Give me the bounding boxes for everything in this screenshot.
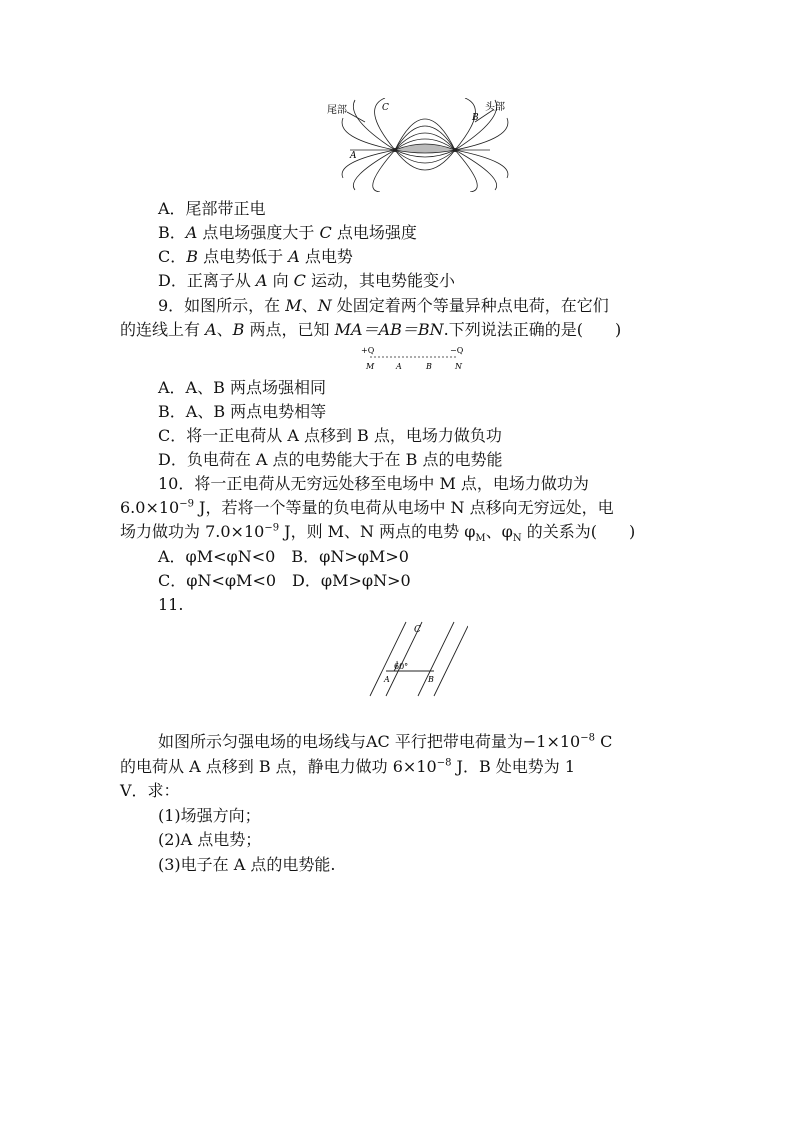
point-c-label: C <box>382 103 389 113</box>
q9-option-d: D．负电荷在 A 点的电势能大于在 B 点的电势能 <box>158 450 503 469</box>
minus-q-label: −Q <box>450 346 464 355</box>
q10-stem-line3: 场力做功为 $7.0\times 10^{-9}$ J，则 M、N 两点的电势 $\varphi_M$、$\varphi_N$ 的关系为( ) <box>120 522 636 545</box>
q11-stem-line3: V．求： <box>120 781 180 800</box>
q9-option-c: C．将一正电荷从 A 点移到 B 点，电场力做负功 <box>158 426 502 445</box>
charges-line-figure <box>358 344 474 374</box>
q10-stem-line1: 10．将一正电荷从无穷远处移至电场中 M 点，电场力做功为 <box>158 474 589 493</box>
angle-label: 60° <box>394 662 409 671</box>
q10-options-row1 <box>158 547 409 567</box>
q8-option-c: C．B 点电势低于 A 点电势 <box>158 247 353 266</box>
q10-option-d: D．φM>φN>0 <box>292 571 411 590</box>
point-a-label: A <box>384 675 390 684</box>
b-label: B <box>426 362 432 371</box>
electric-field-lines-figure <box>325 98 515 192</box>
a-label: A <box>396 362 402 371</box>
q10-options-row2 <box>158 571 411 591</box>
q9-stem-line2: 的连线上有 A、B 两点，已知 MA＝AB＝BN.下列说法正确的是( ) <box>120 320 622 339</box>
q8-option-b: B．A 点电场强度大于 C 点电场强度 <box>158 223 417 242</box>
q10-stem-line2: $6.0\times 10^{-9}$ J，若将一个等量的负电荷从电场中 N 点移向无穷远处，电 <box>120 498 614 517</box>
point-a-label: A <box>350 151 357 161</box>
q9-option-b: B．A、B 两点电势相等 <box>158 402 327 421</box>
q11-sub-question-1: (1)场强方向； <box>158 806 261 825</box>
m-label: M <box>366 362 375 371</box>
q11-number: 11. <box>158 595 184 614</box>
q11-sub-question-3: (3)电子在 A 点的电势能. <box>158 855 336 874</box>
q10-option-c: C．φN<φM<0 <box>158 571 277 590</box>
point-b-label: B <box>428 675 434 684</box>
q8-option-d: D．正离子从 A 向 C 运动，其电势能变小 <box>158 271 456 290</box>
label-tail: 尾部 <box>327 105 347 116</box>
point-c-label: C <box>414 625 421 635</box>
q11-stem-line2: 的电荷从 A 点移到 B 点，静电力做功 $6\times 10^{-8}$ J．B 处电势为 1 <box>120 757 576 776</box>
point-b-label: B <box>472 113 479 123</box>
uniform-field-figure <box>368 618 468 698</box>
q10-option-a: A．φM<φN<0 <box>158 547 276 566</box>
q9-option-a: A．A、B 两点场强相同 <box>158 378 326 397</box>
q11-sub-question-2: (2)A 点电势； <box>158 830 262 849</box>
n-label: N <box>455 362 462 371</box>
q8-option-a: A．尾部带正电 <box>158 199 266 218</box>
label-head: 头部 <box>485 102 505 113</box>
q11-stem-line1: 如图所示匀强电场的电场线与AC 平行把带电荷量为$-1\times 10^{-8}$ C <box>158 732 613 751</box>
plus-q-label: +Q <box>361 346 375 355</box>
q9-stem-line1: 9．如图所示，在 M、N 处固定着两个等量异种点电荷，在它们 <box>158 296 609 315</box>
q10-option-b: B．φN>φM>0 <box>291 547 409 566</box>
